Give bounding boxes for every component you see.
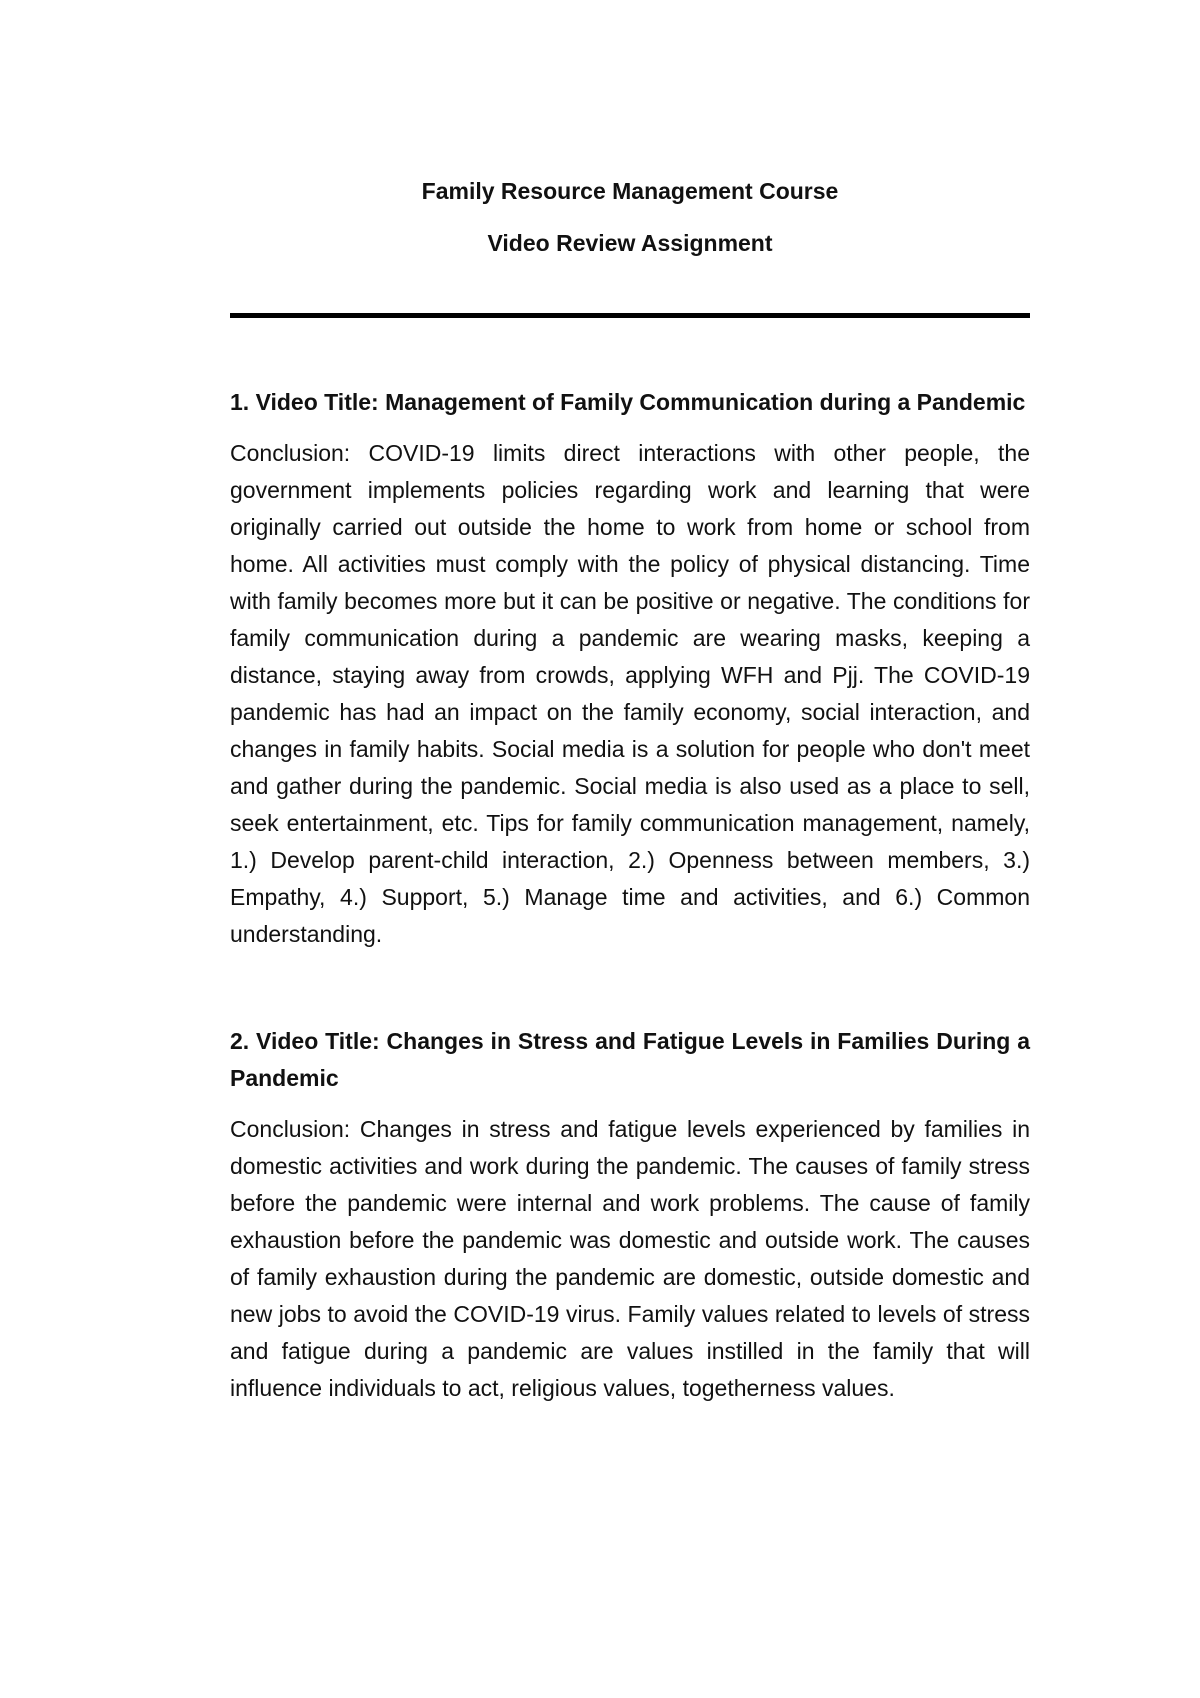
section-1: [230, 384, 1030, 953]
section-1-title: 1. Video Title: Management of Family Communication during a Pandemic: [230, 389, 1026, 415]
assignment-title: Video Review Assignment: [487, 230, 773, 256]
course-title: Family Resource Management Course: [421, 178, 839, 204]
section-1-conclusion: Conclusion: COVID-19 limits direct interactions with other people, the government implements policies regarding work and learning that were originally carried out outside the home to work from home or school from home. All activities must comply with the policy of physical distancing. Time with family becomes more but it can be positive or negative. The conditions for family communication during a pandemic are wearing masks, keeping a distance, staying away from crowds, applying WFH and Pjj. The COVID-19 pandemic has had an impact on the family economy, social interaction, and changes in family habits. Social media is a solution for people who don't meet and gather during the pandemic. Social media is also used as a place to sell, seek entertainment, etc. Tips for family communication management, namely, 1.) Develop parent-child interaction, 2.) Openness between members, 3.) Empathy, 4.) Support, 5.) Manage time and activities, and 6.) Common understanding.: [230, 440, 1030, 947]
section-2-conclusion: Conclusion: Changes in stress and fatigue levels experienced by families in domestic activities and work during the pandemic. The causes of family stress before the pandemic were internal and work problems. The cause of family exhaustion before the pandemic was domestic and outside work. The causes of family exhaustion during the pandemic are domestic, outside domestic and new jobs to avoid the COVID-19 virus. Family values related to levels of stress and fatigue during a pandemic are values instilled in the family that will influence individuals to act, religious values, togetherness values.: [230, 1116, 1030, 1401]
header-divider: [230, 313, 1030, 318]
document-content: [230, 176, 1030, 1407]
section-2: [230, 1023, 1030, 1407]
section-2-title: 2. Video Title: Changes in Stress and Fatigue Levels in Families During a Pandemic: [230, 1028, 1030, 1091]
